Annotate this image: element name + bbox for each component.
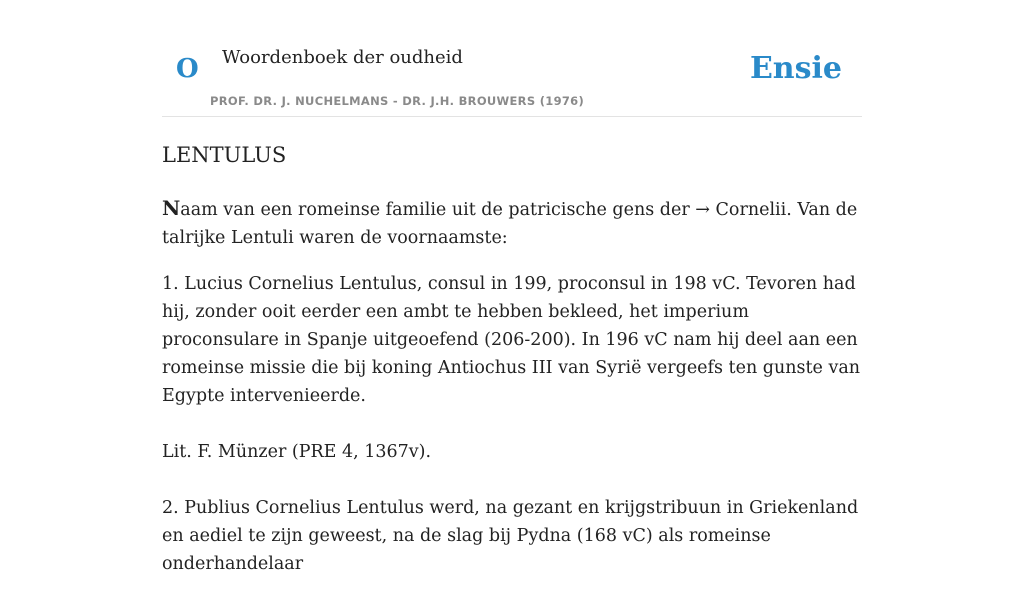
intro-text-end: . Van de talrijke Lentuli waren de voornaamste: bbox=[162, 200, 858, 248]
entry-title: LENTULUS bbox=[162, 143, 287, 167]
book-authors: PROF. DR. J. NUCHELMANS - DR. J.H. BROUWERS (1976) bbox=[210, 94, 585, 108]
ensie-logo-link[interactable]: Ensie bbox=[749, 51, 842, 86]
paragraph-2: 2. Publius Cornelius Lentulus werd, na gezant en krijgstribuun in Griekenland en aediel te zijn geweest, na de slag bij Pydna (168 vC) als romeinse onderhandelaar bbox=[162, 498, 859, 574]
dropcap: N bbox=[162, 196, 181, 220]
book-title[interactable]: Woordenboek der oudheid bbox=[222, 47, 463, 68]
paragraph-1: 1. Lucius Cornelius Lentulus, consul in 199, proconsul in 198 vC. Tevoren had hij, zonder ooit eerder een ambt te hebben bekleed, het imperium proconsulare in Spanje uitgeoefend (206-200). In 196 vC nam hij deel aan een romeinse missie die bij koning Antiochus III van Syrië vergeefs ten gunste van Egypte intervenieerde. bbox=[162, 274, 861, 406]
intro-text: aam van een romeinse familie uit de patricische gens der bbox=[180, 200, 696, 220]
header bbox=[162, 0, 862, 117]
xref-label: Cornelii bbox=[709, 200, 787, 220]
arrow-right-icon: → bbox=[695, 200, 710, 220]
entry-content bbox=[162, 138, 862, 596]
intro-paragraph bbox=[162, 194, 862, 252]
letter-badge[interactable]: O bbox=[176, 54, 199, 84]
xref-cornelii-link[interactable] bbox=[695, 200, 786, 220]
literature-1: Lit. F. Münzer (PRE 4, 1367v). bbox=[162, 442, 432, 462]
